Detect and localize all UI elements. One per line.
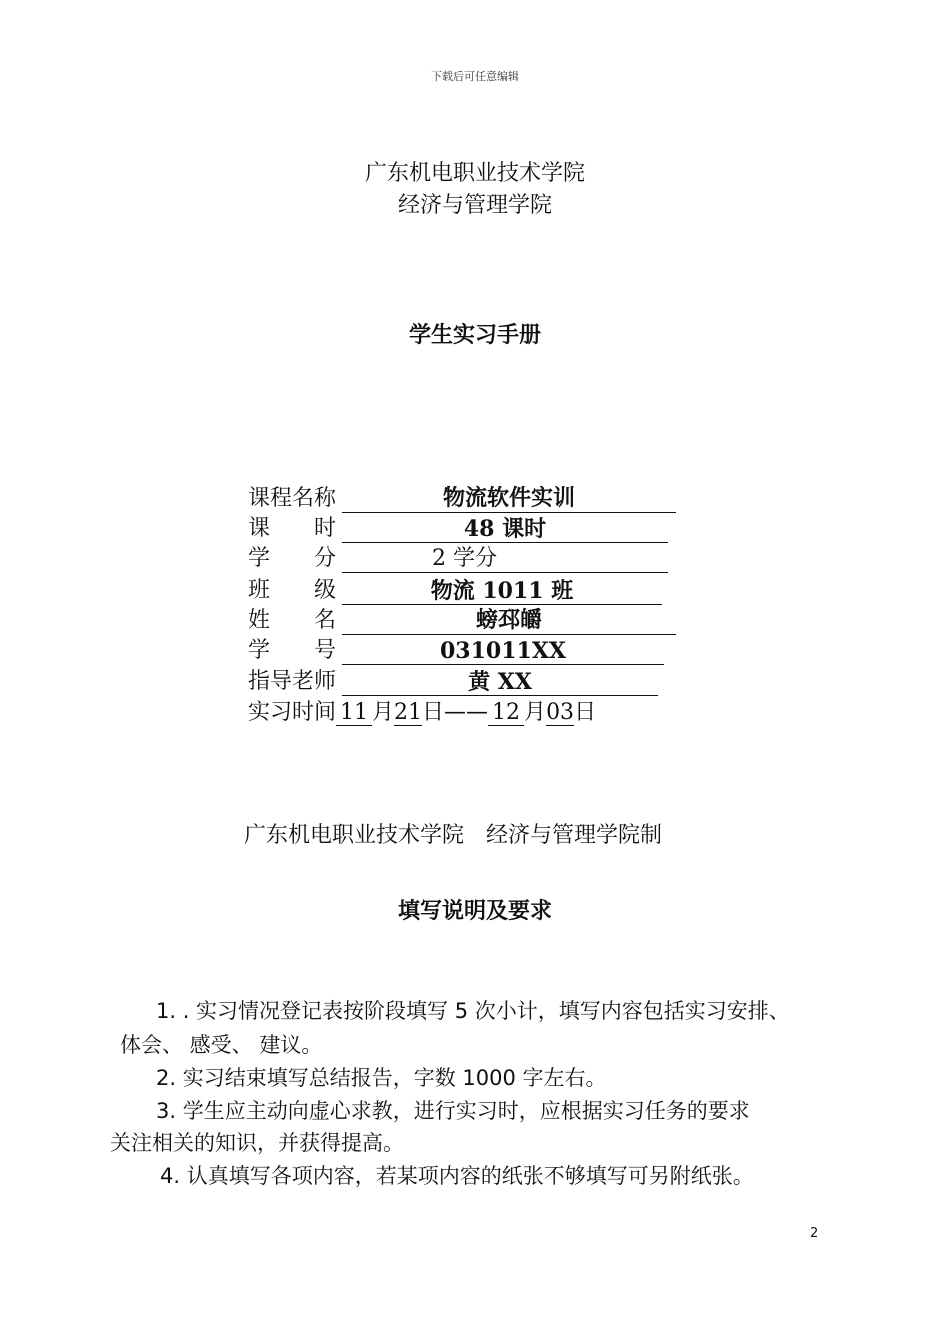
- month-char-2: 月: [524, 700, 547, 725]
- requirement-item-4: 4. 认真填写各项内容，若某项内容的纸张不够填写可另附纸张。: [160, 1164, 754, 1188]
- month-char-1: 月: [372, 700, 395, 725]
- day-char-2: 日: [574, 700, 597, 725]
- requirements-title: 填写说明及要求: [397, 899, 552, 924]
- name-value: 螃邳皭: [342, 606, 676, 635]
- credit-label: 学 分: [248, 546, 337, 571]
- class-label: 班 级: [248, 578, 337, 603]
- period-row: [248, 698, 596, 728]
- manual-title: 学生实习手册: [408, 323, 541, 348]
- day-char-1: 日——: [422, 700, 489, 725]
- requirement-item-2: 2. 实习结束填写总结报告，字数 1000 字左右。: [156, 1066, 607, 1090]
- hours-value: 48 课时: [342, 514, 668, 543]
- start-day: 21: [394, 700, 423, 725]
- period-label: 实习时间: [248, 700, 337, 725]
- hours-label: 课 时: [248, 516, 337, 541]
- id-label: 学 号: [248, 638, 337, 663]
- department-name: 经济与管理学院: [397, 193, 552, 218]
- start-month: 11: [336, 700, 372, 726]
- advisor-label: 指导老师: [248, 669, 337, 694]
- id-value: 031011XX: [342, 636, 664, 665]
- class-value: 物流 1011 班: [342, 576, 662, 605]
- course-label: 课程名称: [248, 486, 337, 511]
- credit-value: 2 学分: [342, 544, 668, 573]
- course-value: 物流软件实训: [342, 484, 676, 513]
- end-day: 03: [546, 700, 575, 725]
- end-month: 12: [488, 700, 524, 726]
- requirement-item-1-line-2: 体会、 感受、 建议。: [120, 1033, 323, 1057]
- advisor-value: 黄 XX: [342, 667, 658, 696]
- requirement-item-3-line-1: 3. 学生应主动向虚心求教，进行实习时，应根据实习任务的要求: [156, 1099, 750, 1123]
- requirement-item-3-line-2: 关注相关的知识，并获得提高。: [110, 1131, 404, 1155]
- requirement-item-1-line-1: 1. . 实习情况登记表按阶段填写 5 次小计，填写内容包括实习安排、: [156, 999, 790, 1023]
- header-note: 下载后可任意编辑: [431, 70, 519, 83]
- name-label: 姓 名: [248, 608, 337, 633]
- footer-school: 广东机电职业技术学院 经济与管理学院制: [244, 823, 663, 848]
- school-name: 广东机电职业技术学院: [364, 161, 585, 186]
- page-number: 2: [810, 1226, 819, 1241]
